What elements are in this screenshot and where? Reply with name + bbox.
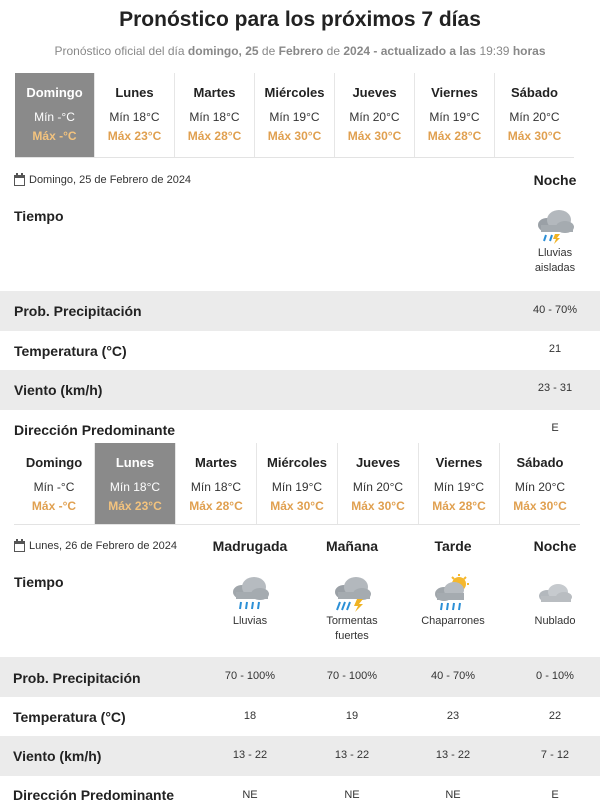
page-subtitle: Pronóstico oficial del día domingo, 25 de Febrero de 2024 - actualizado a las 19:39 horas xyxy=(54,44,546,58)
day-tab-lunes[interactable]: Lunes Mín 18°C Máx 23°C xyxy=(95,73,175,157)
row-label-viento: Viento (km/h) xyxy=(13,748,102,764)
temp-value: 19 xyxy=(345,710,359,722)
wind-value: 13 - 22 xyxy=(232,749,268,761)
wind-value: 7 - 12 xyxy=(540,749,570,761)
cloud-rain-icon xyxy=(228,574,272,612)
day-tab-miercoles[interactable]: Miércoles Mín 19°C Máx 30°C xyxy=(257,443,338,524)
cloud-thunderstorm-icon xyxy=(330,574,374,612)
day-tabs-1 xyxy=(15,73,574,158)
day-tab-domingo[interactable]: Domingo Mín -°C Máx -°C xyxy=(15,73,95,157)
row-label-direccion: Dirección Predominante xyxy=(14,422,176,438)
prob-value: 70 - 100% xyxy=(224,670,276,682)
day-tab-martes[interactable]: Martes Mín 18°C Máx 28°C xyxy=(175,73,255,157)
direction-value: E xyxy=(551,422,559,434)
row-label-prob: Prob. Precipitación xyxy=(13,670,141,686)
prob-value: 70 - 100% xyxy=(326,670,378,682)
day-tab-jueves[interactable]: Jueves Mín 20°C Máx 30°C xyxy=(335,73,415,157)
sun-cloud-rain-icon xyxy=(431,574,475,612)
temp-value: 22 xyxy=(548,710,562,722)
cloud-storm-rain-icon xyxy=(533,208,577,244)
prob-value: 40 - 70% xyxy=(532,304,578,316)
wind-value: 23 - 31 xyxy=(537,382,573,394)
row-label-temp: Temperatura (°C) xyxy=(13,709,126,725)
cloudy-icon xyxy=(533,574,577,612)
temp-value: 23 xyxy=(446,710,460,722)
row-label-viento: Viento (km/h) xyxy=(14,382,103,398)
row-label-temp: Temperatura (°C) xyxy=(14,343,127,359)
day-tab-domingo[interactable]: Domingo Mín -°C Máx -°C xyxy=(14,443,95,524)
period-header-tarde: Tarde xyxy=(434,538,472,554)
period-header-manana: Mañana xyxy=(325,538,379,554)
section-date-label: Domingo, 25 de Febrero de 2024 xyxy=(29,174,192,186)
day-tab-sabado[interactable]: Sábado Mín 20°C Máx 30°C xyxy=(507,85,562,143)
calendar-icon xyxy=(14,175,25,186)
weather-cell: Nublado xyxy=(505,574,600,629)
direction-value: NE xyxy=(242,789,258,801)
day-tab-martes[interactable]: Martes Mín 18°C Máx 28°C xyxy=(176,443,257,524)
wind-value: 13 - 22 xyxy=(334,749,370,761)
row-label-tiempo: Tiempo xyxy=(14,574,64,590)
period-header-madrugada: Madrugada xyxy=(212,538,288,554)
weather-cell: Lluvias xyxy=(200,574,300,629)
temp-value: 21 xyxy=(548,343,562,355)
section-date xyxy=(14,171,191,189)
day-tab-miercoles[interactable]: Miércoles Mín 19°C Máx 30°C xyxy=(255,73,335,157)
day-tabs-2 xyxy=(14,443,580,525)
direction-value: E xyxy=(551,789,559,801)
day-tab-viernes[interactable]: Viernes Mín 19°C Máx 28°C xyxy=(415,73,495,157)
calendar-icon xyxy=(14,541,25,552)
weather-cell: Lluvias aisladas xyxy=(515,208,595,276)
period-header-noche: Noche xyxy=(533,538,577,554)
prob-value: 40 - 70% xyxy=(430,670,476,682)
period-header-noche: Noche xyxy=(533,172,577,188)
day-tab-lunes[interactable]: Lunes Mín 18°C Máx 23°C xyxy=(95,443,176,524)
day-tab-viernes[interactable]: Viernes Mín 19°C Máx 28°C xyxy=(419,443,500,524)
prob-value: 0 - 10% xyxy=(536,670,574,682)
page-title: Pronóstico para los próximos 7 días xyxy=(119,8,481,31)
day-tab-jueves[interactable]: Jueves Mín 20°C Máx 30°C xyxy=(338,443,419,524)
temp-value: 18 xyxy=(243,710,257,722)
direction-value: NE xyxy=(344,789,360,801)
wind-value: 13 - 22 xyxy=(435,749,471,761)
row-label-direccion: Dirección Predominante xyxy=(13,787,175,803)
weather-cell: Chaparrones xyxy=(403,574,503,629)
section-date xyxy=(14,537,177,555)
row-label-tiempo: Tiempo xyxy=(14,208,64,224)
section-date-label: Lunes, 26 de Febrero de 2024 xyxy=(29,540,178,552)
direction-value: NE xyxy=(445,789,461,801)
day-tab-sabado[interactable]: Sábado Mín 20°C Máx 30°C xyxy=(513,455,567,513)
row-label-prob: Prob. Precipitación xyxy=(14,303,142,319)
weather-cell: Tormentas fuertes xyxy=(302,574,402,644)
